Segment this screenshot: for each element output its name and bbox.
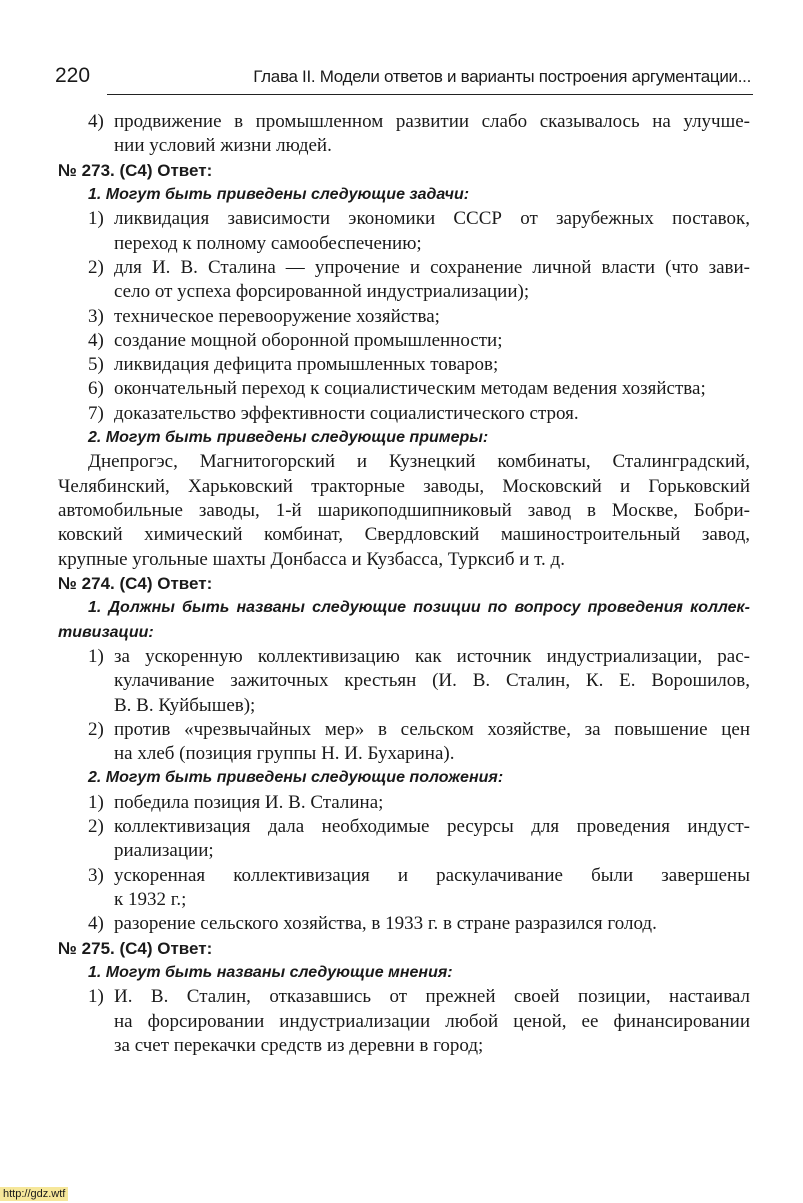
list-item (58, 912, 750, 936)
list-item (58, 207, 750, 231)
list-item-number: 4) (88, 913, 104, 935)
list-item-text: коллективизация дала необходимые ресурсы для проведения индуст- (114, 816, 750, 838)
list-item-number: 3) (88, 305, 104, 327)
paragraph-line: ковский химический комбинат, Свердловский машиностроительный завод, (58, 524, 750, 546)
list-item (58, 353, 750, 377)
list-item-continuation: переход к полному самообеспечению; (114, 232, 422, 254)
list-item (58, 864, 750, 888)
list-item (58, 645, 750, 669)
subheading: 2. Могут быть приведены следующие положения: (88, 769, 504, 787)
answer-heading: № 274. (С4) Ответ: (58, 573, 213, 593)
list-item-number: 5) (88, 354, 104, 376)
list-item-number: 4) (88, 111, 104, 132)
subheading: 2. Могут быть приведены следующие примеры: (88, 429, 489, 447)
list-item-number: 4) (88, 329, 104, 351)
running-title: Глава II. Модели ответов и варианты построения аргументации... (253, 67, 751, 86)
list-item-text: ускоренная коллективизация и раскулачивание были завершены (114, 864, 750, 886)
list-item (58, 815, 750, 839)
header-rule (107, 94, 753, 95)
list-item-continuation: В. В. Куйбышев); (114, 694, 256, 716)
page-header (55, 64, 753, 98)
list-item-number: 1) (88, 986, 104, 1008)
list-item-continuation: риализации; (114, 840, 214, 862)
list-item-text: разорение сельского хозяйства, в 1933 г. в стране разразился голод. (114, 913, 657, 935)
list-item-text: доказательство эффективности социалистического строя. (114, 402, 579, 424)
list-item-text: техническое перевооружение хозяйства; (114, 305, 440, 327)
answer-heading: № 275. (С4) Ответ: (58, 938, 213, 958)
list-item-text: создание мощной оборонной промышленности; (114, 329, 503, 351)
list-item (58, 110, 750, 134)
list-item-continuation: кулачивание зажиточных крестьян (И. В. Сталин, К. Е. Ворошилов, (114, 670, 750, 692)
list-item-number: 1) (88, 208, 104, 230)
subheading: 1. Могут быть названы следующие мнения: (88, 964, 453, 981)
list-item-number: 6) (88, 378, 104, 400)
list-item-number: 2) (88, 256, 104, 278)
list-item-text: против «чрезвычайных мер» в сельском хозяйстве, за повышение цен (114, 718, 750, 740)
list-item (58, 256, 750, 280)
paragraph-line: Челябинский, Харьковский тракторные заводы, Московский и Горьковский (58, 475, 750, 497)
answer-heading: № 273. (С4) Ответ: (58, 160, 213, 180)
list-item-continuation: на форсировании индустриализации любой ценой, ее финансировании (114, 1010, 750, 1032)
list-item-text: ликвидация дефицита промышленных товаров; (114, 354, 499, 376)
list-item (58, 985, 750, 1009)
list-item-number: 1) (88, 645, 104, 667)
paragraph-line: Днепрогэс, Магнитогорский и Кузнецкий комбинаты, Сталинградский, (88, 451, 750, 473)
list-item-number: 7) (88, 402, 104, 424)
list-item-text: продвижение в промышленном развитии слабо сказывалось на улучше- (114, 111, 750, 132)
subheading: 1. Могут быть приведены следующие задачи: (88, 186, 470, 204)
list-item-text: победила позиция И. В. Сталина; (114, 791, 384, 813)
list-item-number: 2) (88, 816, 104, 838)
list-item (58, 718, 750, 742)
list-item (58, 329, 750, 353)
list-item-text: И. В. Сталин, отказавшись от прежней своей позиции, настаивал (114, 986, 750, 1008)
list-item-continuation: нии условий жизни людей. (114, 135, 332, 157)
subheading-continuation: тивизации: (58, 623, 154, 641)
paragraph-line: крупные угольные шахты Донбасса и Кузбасса, Турксиб и т. д. (58, 548, 565, 570)
list-item-text: окончательный переход к социалистическим методам ведения хозяйства; (114, 378, 706, 400)
list-item-text: за ускоренную коллективизацию как источник индустриализации, рас- (114, 645, 750, 667)
paragraph-line: автомобильные заводы, 1-й шарикоподшипниковый завод в Москве, Бобри- (58, 499, 750, 521)
list-item-continuation: за счет перекачки средств из деревни в город; (114, 1034, 484, 1056)
watermark-link[interactable]: http://gdz.wtf (0, 1187, 68, 1201)
list-item-number: 1) (88, 791, 104, 813)
list-item (58, 402, 750, 426)
list-item-number: 3) (88, 864, 104, 886)
list-item-continuation: на хлеб (позиция группы Н. И. Бухарина). (114, 743, 455, 765)
list-item (58, 791, 750, 815)
list-item-number: 2) (88, 718, 104, 740)
page-content (58, 110, 750, 1058)
subheading: 1. Должны быть названы следующие позиции по вопросу проведения коллек- (88, 599, 750, 617)
list-item-continuation: село от успеха форсированной индустриализации); (114, 281, 530, 303)
page-number: 220 (55, 64, 91, 87)
list-item-text: ликвидация зависимости экономики СССР от зарубежных поставок, (114, 208, 750, 230)
list-item-text: для И. В. Сталина — упрочение и сохранение личной власти (что зави- (114, 256, 750, 278)
list-item (58, 377, 750, 401)
list-item-continuation: к 1932 г.; (114, 888, 187, 910)
list-item (58, 305, 750, 329)
